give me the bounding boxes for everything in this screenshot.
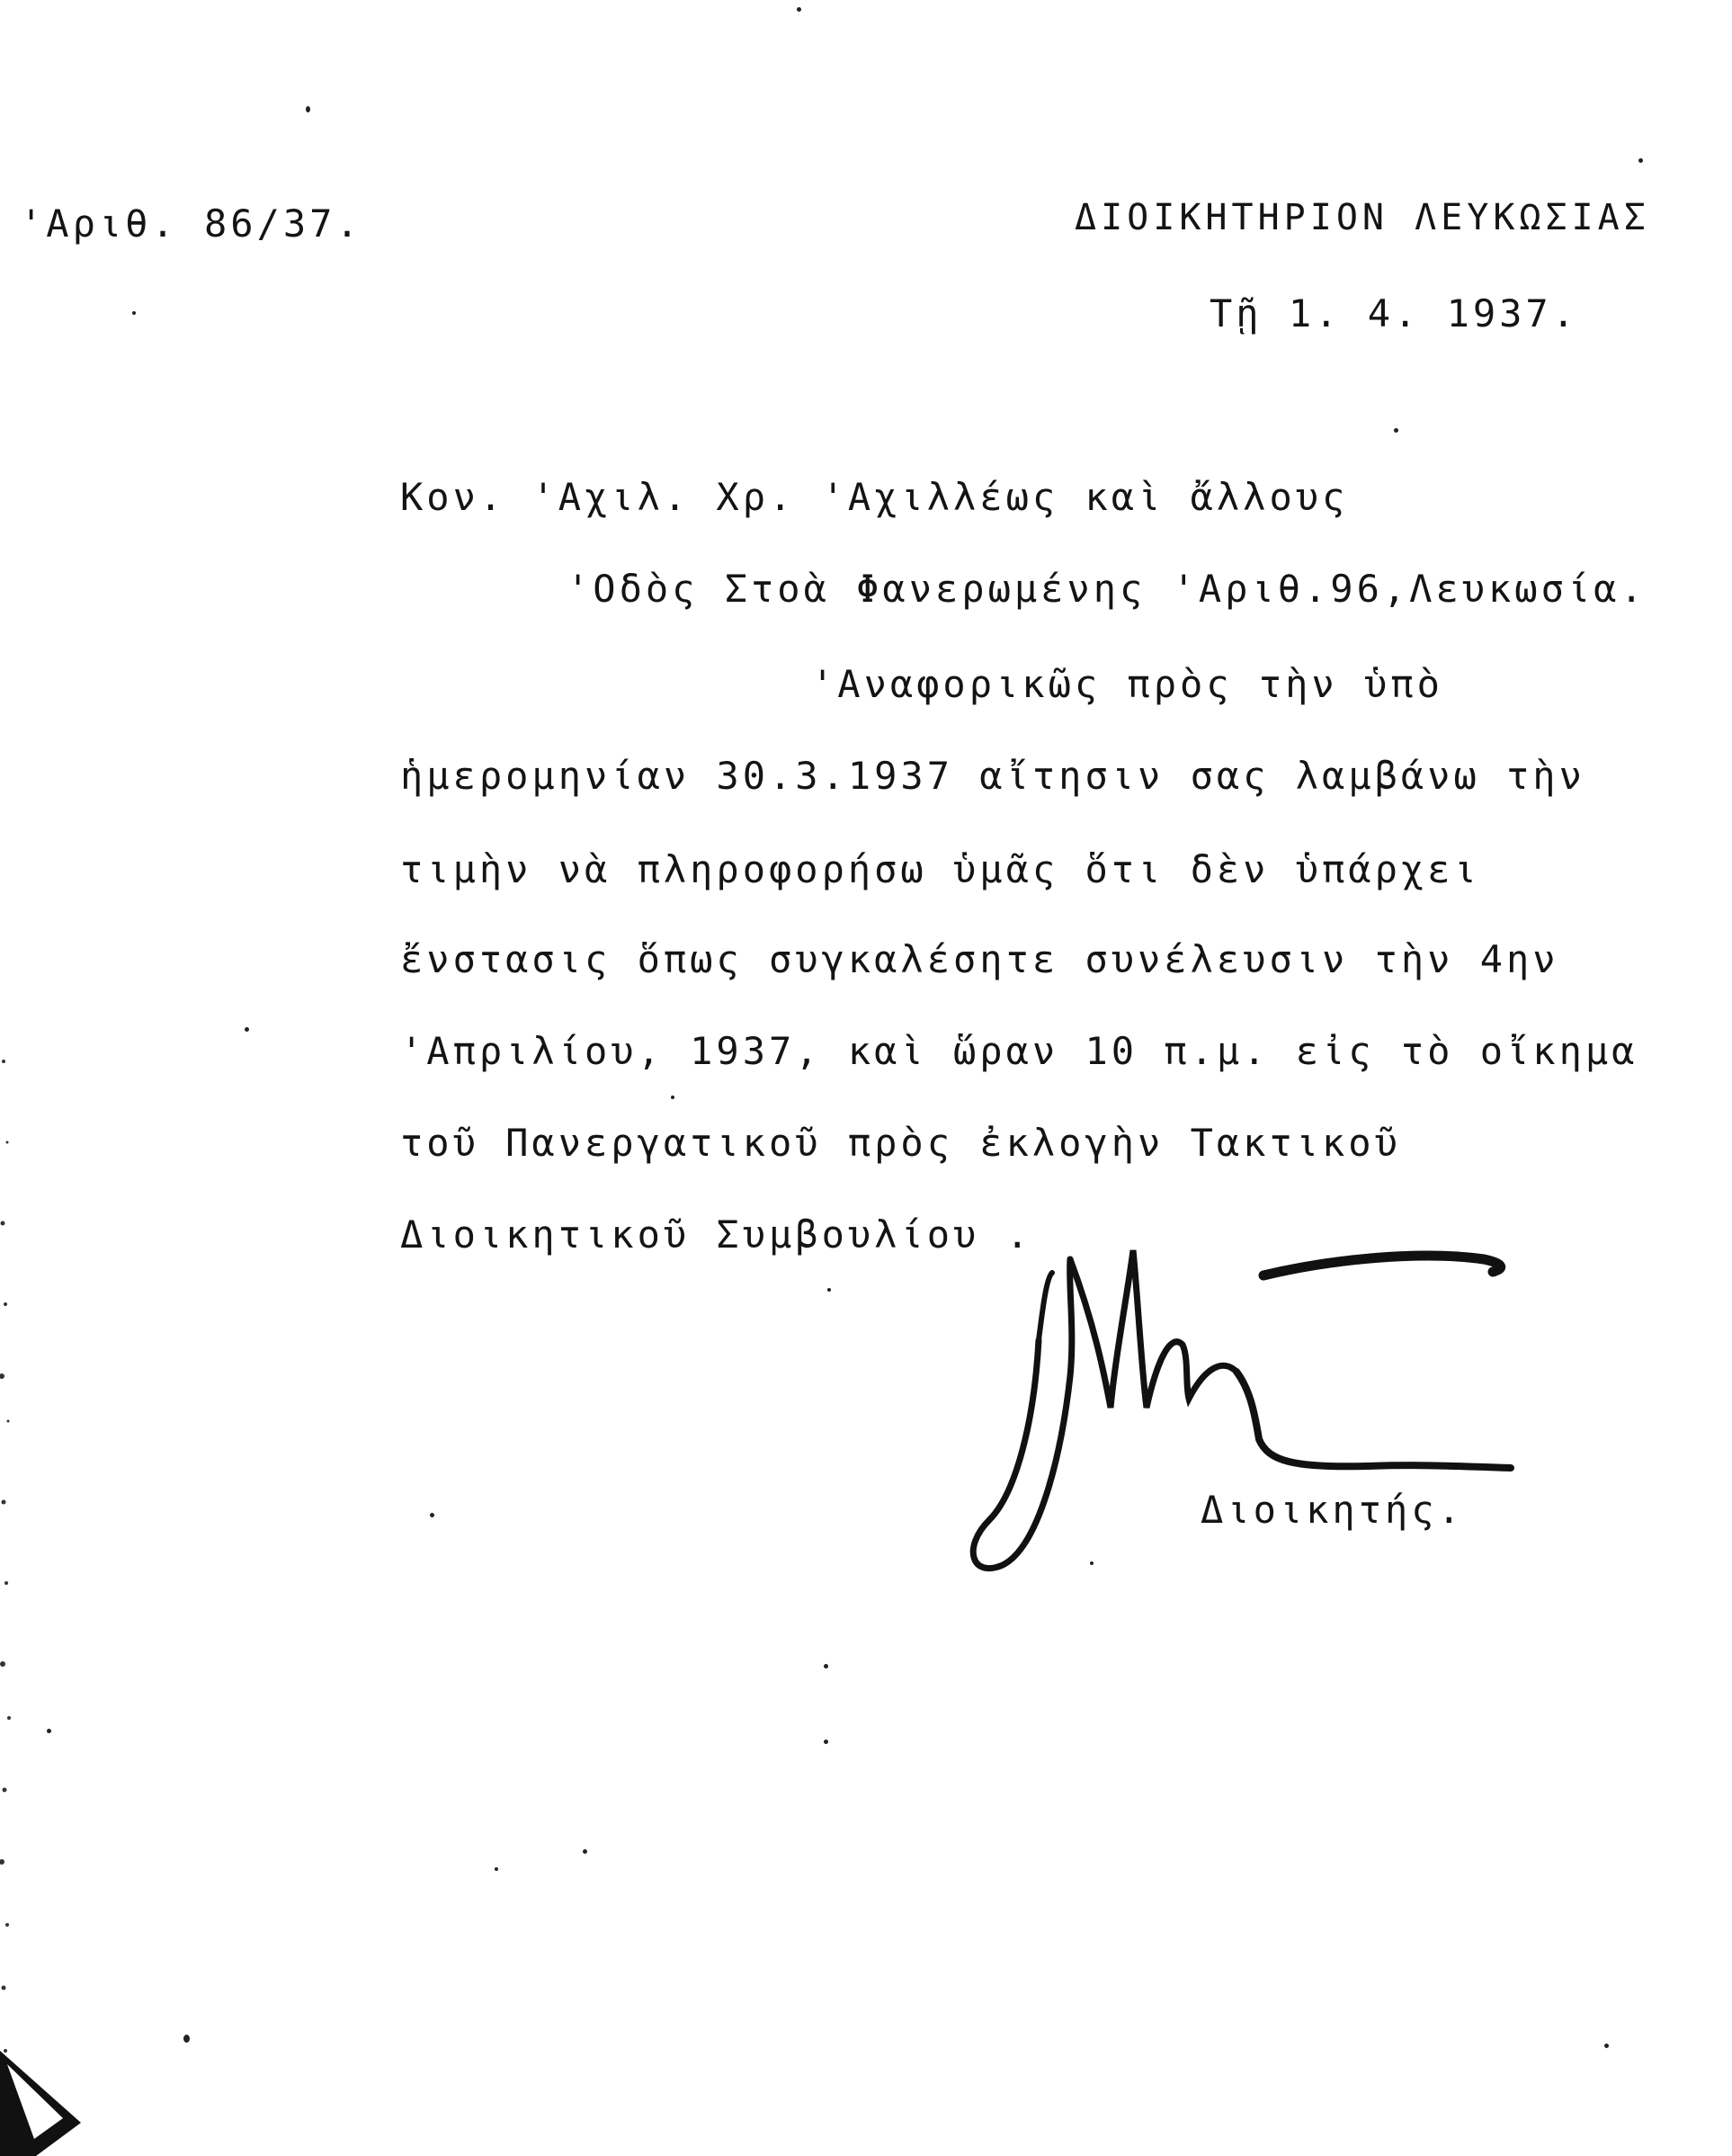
letter-date: Τῇ 1. 4. 1937. (1210, 291, 1579, 335)
scan-speck (824, 1664, 828, 1668)
scan-speck (1090, 1561, 1094, 1565)
body-line: 'Απριλίου, 1937, καὶ ὥραν 10 π.μ. εἰς τὸ οἴκημα (400, 1029, 1638, 1073)
scan-speck (1394, 428, 1398, 433)
scan-speck (132, 311, 136, 315)
body-line: Διοικητικοῦ Συμβουλίου . (400, 1212, 1032, 1257)
body-line: ἔνστασις ὅπως συγκαλέσητε συνέλευσιν τὴν 4ην (400, 937, 1559, 981)
addressee-address: 'Οδὸς Στοὰ Φανερωμένης 'Αριθ.96,Λευκωσία. (567, 567, 1647, 611)
scan-speck (183, 2035, 190, 2043)
scan-corner-mark (0, 2024, 99, 2156)
body-line: ἡμερομηνίαν 30.3.1937 αἴτησιν σας λαμβάνω τὴν (400, 754, 1585, 798)
scan-speck (1638, 158, 1643, 163)
addressee: Κον. 'Αχιλ. Χρ. 'Αχιλλέως καὶ ἄλλους (400, 475, 1349, 519)
office-heading: ΔΙΟΙΚΗΤΗΡΙΟΝ ΛΕΥΚΩΣΙΑΣ (1075, 197, 1650, 238)
scan-speck (1604, 2044, 1609, 2048)
scan-speck (47, 1729, 51, 1733)
body-line: τοῦ Πανεργατικοῦ πρὸς ἐκλογὴν Τακτικοῦ (400, 1121, 1401, 1165)
signer-title: Διοικητής. (1201, 1488, 1464, 1532)
scan-speck (245, 1027, 249, 1032)
scan-speck (797, 7, 801, 12)
scan-speck (827, 1288, 831, 1292)
scan-speck (671, 1096, 674, 1099)
reference-number: 'Αριθ. 86/37. (20, 201, 362, 246)
scan-speck (306, 106, 310, 112)
body-line: 'Αναφορικῶς πρὸς τὴν ὑπὸ (811, 662, 1443, 706)
scan-speck (430, 1513, 434, 1517)
scan-speck (495, 1867, 498, 1871)
scan-edge-noise (0, 1034, 25, 2156)
handwritten-signature (953, 1223, 1538, 1592)
scan-speck (583, 1849, 587, 1854)
body-line: τιμὴν νὰ πληροφορήσω ὑμᾶς ὅτι δὲν ὑπάρχει (400, 847, 1480, 891)
scan-speck (824, 1740, 828, 1744)
